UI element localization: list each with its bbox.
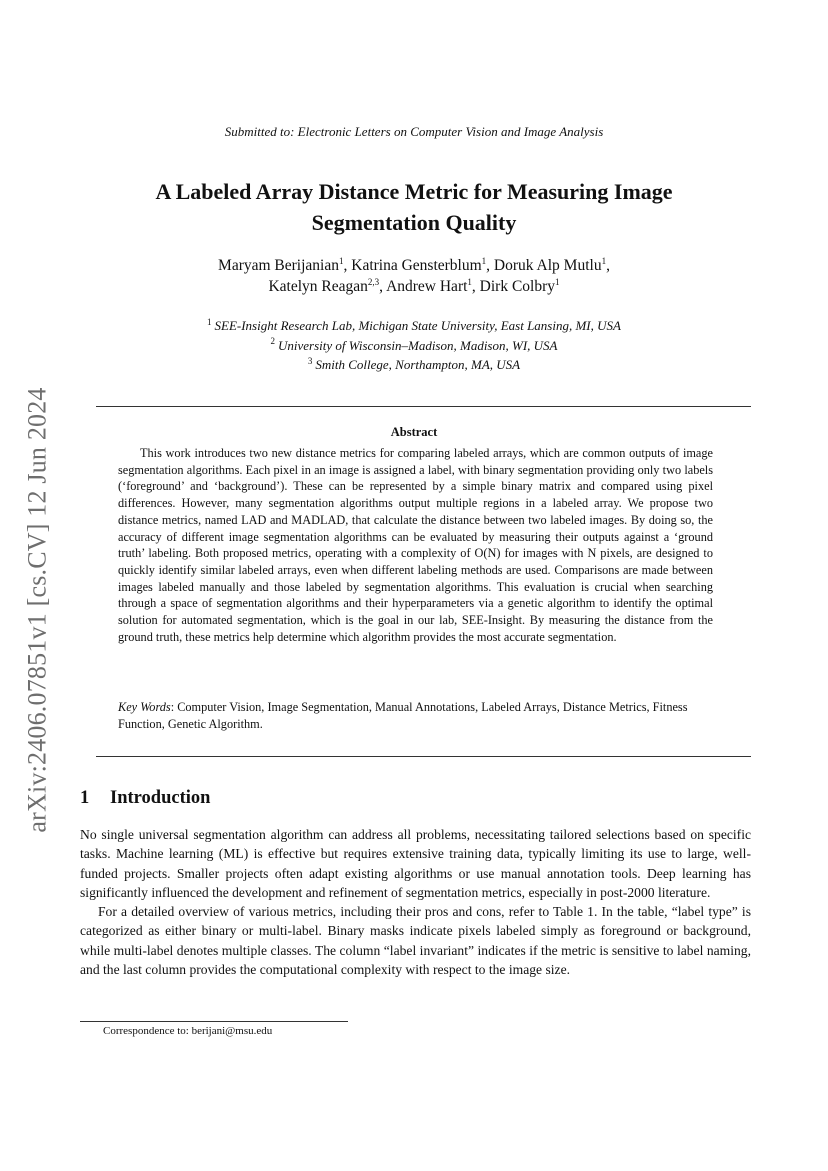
abstract-top-rule bbox=[96, 406, 751, 407]
author-affiliation-mark: 1 bbox=[339, 255, 344, 266]
author: Andrew Hart bbox=[386, 278, 468, 295]
affiliation-number: 1 bbox=[207, 316, 212, 327]
keywords-label: Key Words bbox=[118, 700, 171, 714]
correspondence-footnote: Correspondence to: berijani@msu.edu bbox=[103, 1025, 273, 1037]
author-line-1 bbox=[100, 255, 728, 276]
author-separator: , bbox=[379, 278, 387, 295]
keywords bbox=[118, 699, 713, 732]
author-affiliation-mark: 2,3 bbox=[367, 276, 380, 287]
affiliation-text: University of Wisconsin–Madison, Madison, WI, USA bbox=[278, 337, 558, 353]
author-affiliation-mark: 1 bbox=[467, 276, 472, 287]
abstract-heading: Abstract bbox=[390, 425, 438, 439]
author-list bbox=[100, 255, 728, 297]
paper-title bbox=[100, 176, 728, 238]
author: Maryam Berijanian bbox=[218, 257, 339, 274]
arxiv-margin-stamp bbox=[12, 370, 64, 850]
title-line-2: Segmentation Quality bbox=[311, 210, 517, 235]
affiliation-list bbox=[100, 316, 728, 375]
affiliation bbox=[100, 336, 728, 356]
author-line-2 bbox=[100, 276, 728, 297]
keywords-text: : Computer Vision, Image Segmentation, Manual Annotations, Labeled Arrays, Distance Metrics, Fitness Function, Genetic Algorithm. bbox=[118, 700, 688, 731]
affiliation-text: Smith College, Northampton, MA, USA bbox=[315, 357, 521, 372]
title-line-1: A Labeled Array Distance Metric for Measuring Image bbox=[155, 179, 673, 204]
footnote-rule bbox=[80, 1021, 348, 1022]
intro-paragraph-2: For a detailed overview of various metrics, including their pros and cons, refer to Table 1. In the table, “label type” is categorized as either binary or multi-label. Binary masks indicate pixels labeled simply as foreground or background, while multi-label denotes multiple classes. The column “label invariant” indicates if the metric is sensitive to label naming, and the last column provides the computational complexity with respect to the image size. bbox=[80, 904, 751, 978]
arxiv-identifier: arXiv:2406.07851v1 [cs.CV] 12 Jun 2024 bbox=[23, 387, 53, 833]
section-heading-introduction bbox=[80, 788, 210, 809]
author: Katelyn Reagan bbox=[268, 278, 368, 295]
author-separator: , bbox=[486, 257, 494, 274]
affiliation-number: 2 bbox=[270, 336, 275, 347]
submission-note: Submitted to: Electronic Letters on Computer Vision and Image Analysis bbox=[224, 124, 604, 139]
author-separator: , bbox=[606, 257, 610, 274]
author-separator: , bbox=[471, 278, 480, 295]
author: Katrina Gensterblum bbox=[351, 257, 482, 274]
affiliation-text: SEE-Insight Research Lab, Michigan State University, East Lansing, MI, USA bbox=[214, 318, 621, 333]
affiliation bbox=[100, 355, 728, 375]
section-number: 1 bbox=[80, 788, 90, 808]
section-title: Introduction bbox=[110, 788, 211, 808]
abstract-bottom-rule bbox=[96, 756, 751, 757]
author-affiliation-mark: 1 bbox=[601, 255, 607, 266]
author: Doruk Alp Mutlu bbox=[493, 257, 602, 274]
author-separator: , bbox=[343, 257, 352, 274]
author: Dirk Colbry bbox=[479, 278, 556, 295]
author-affiliation-mark: 1 bbox=[481, 255, 487, 266]
affiliation-number: 3 bbox=[307, 355, 313, 366]
abstract-text: This work introduces two new distance metrics for comparing labeled arrays, which are common outputs of image segmentation algorithms. Each pixel in an image is assigned a label, with binary segmentation providing only two labels (‘foreground’ and ‘background’). These can be represented by a simple binary matrix and compared using pixel differences. However, many segmentation algorithms output multiple regions in a labeled array. We propose two distance metrics, named LAD and MADLAD, that calculate the distance between two labeled images. By doing so, the accuracy of different image segmentation algorithms can be evaluated by measuring their outputs against a ‘ground truth’ labeling. Both proposed metrics, operating with a complexity of O(N) for images with N pixels, are designed to quickly identify similar labeled arrays, even when different labeling methods are used. Comparisons are made between images labeled manually and those labeled by segmentation algorithms. This evaluation is crucial when searching through a space of segmentation algorithms and their hyperparameters via a genetic algorithm to identify the optimal solution for automated segmentation, which is the goal in our lab, SEE-Insight. By measuring the distance from the ground truth, these metrics help determine which algorithm provides the most accurate segmentation. bbox=[118, 446, 713, 644]
introduction-body bbox=[80, 825, 751, 979]
intro-paragraph-1: No single universal segmentation algorithm can address all problems, necessitating tailored selections based on specific tasks. Machine learning (ML) is effective but requires extensive training data, typically limiting its use to large, well-funded projects. Smaller projects often adapt existing algorithms or use manual annotation tools. Deep learning has significantly influenced the development and refinement of segmentation metrics, especially in post-2000 literature. bbox=[80, 827, 751, 900]
affiliation bbox=[100, 316, 728, 336]
author-affiliation-mark: 1 bbox=[555, 276, 560, 287]
